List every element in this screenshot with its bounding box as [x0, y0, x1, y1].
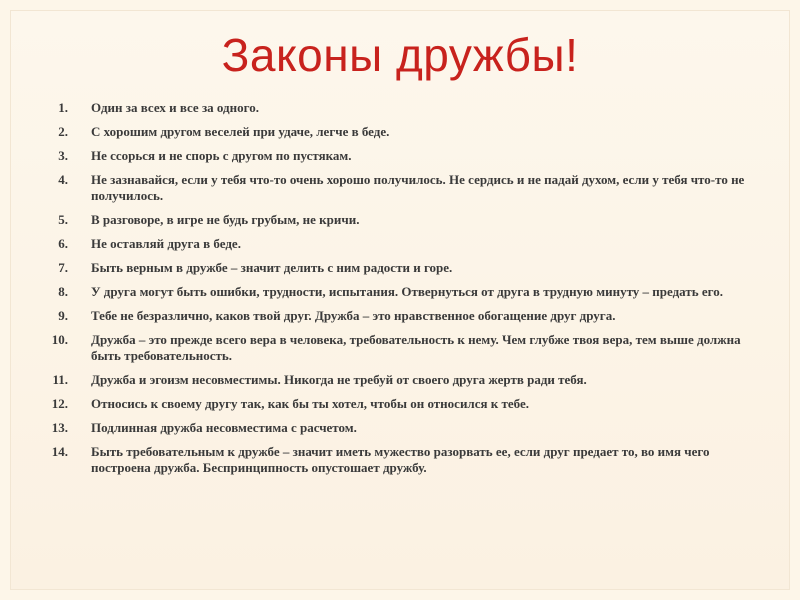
item-number: 13. — [51, 420, 68, 435]
item-text: Не ссорься и не спорь с другом по пустякам. — [91, 148, 352, 163]
list-item — [0, 100, 800, 116]
list-item — [0, 284, 800, 300]
laws-list — [0, 100, 800, 484]
item-number: 9. — [58, 308, 68, 323]
list-item — [0, 332, 800, 364]
item-text: Тебе не безразлично, каков твой друг. Дружба – это нравственное обогащение друг друга. — [91, 308, 616, 323]
list-item — [0, 396, 800, 412]
list-item — [0, 236, 800, 252]
item-number: 14. — [51, 444, 68, 459]
item-number: 7. — [58, 260, 68, 275]
item-text: У друга могут быть ошибки, трудности, испытания. Отвернуться от друга в трудную минуту – предать его. — [91, 284, 723, 299]
list-item — [0, 212, 800, 228]
item-number: 11. — [52, 372, 68, 387]
list-item — [0, 148, 800, 164]
list-item — [0, 260, 800, 276]
item-text: Не оставляй друга в беде. — [91, 236, 241, 251]
item-text: Не зазнавайся, если у тебя что-то очень хорошо получилось. Не сердись и не падай духом, если у тебя что-то не получилось. — [91, 172, 745, 203]
item-text: Дружба – это прежде всего вера в человека, требовательность к нему. Чем глубже твоя вера, тем выше должна быть требовательность. — [91, 332, 741, 363]
item-number: 12. — [51, 396, 68, 411]
list-item — [0, 124, 800, 140]
item-number: 10. — [51, 332, 68, 347]
item-number: 2. — [58, 124, 68, 139]
item-number: 8. — [58, 284, 68, 299]
item-number: 3. — [58, 148, 68, 163]
item-text: В разговоре, в игре не будь грубым, не кричи. — [91, 212, 360, 227]
item-text: С хорошим другом веселей при удаче, легче в беде. — [91, 124, 390, 139]
item-text: Быть верным в дружбе – значит делить с ним радости и горе. — [91, 260, 453, 275]
item-number: 4. — [58, 172, 68, 187]
item-text: Один за всех и все за одного. — [91, 100, 259, 115]
item-number: 6. — [58, 236, 68, 251]
slide-title: Законы дружбы! — [221, 29, 579, 81]
item-number: 5. — [58, 212, 68, 227]
list-item — [0, 172, 800, 204]
item-text: Дружба и эгоизм несовместимы. Никогда не требуй от своего друга жертв ради тебя. — [91, 372, 587, 387]
list-item — [0, 444, 800, 476]
item-number: 1. — [58, 100, 68, 115]
item-text: Подлинная дружба несовместима с расчетом. — [91, 420, 357, 435]
item-text: Быть требовательным к дружбе – значит иметь мужество разорвать ее, если друг предает то, во имя чего построена дружба. Беспринципность опустошает дружбу. — [91, 444, 710, 475]
list-item — [0, 372, 800, 388]
list-item — [0, 308, 800, 324]
list-item — [0, 420, 800, 436]
item-text: Относись к своему другу так, как бы ты хотел, чтобы он относился к тебе. — [91, 396, 530, 411]
